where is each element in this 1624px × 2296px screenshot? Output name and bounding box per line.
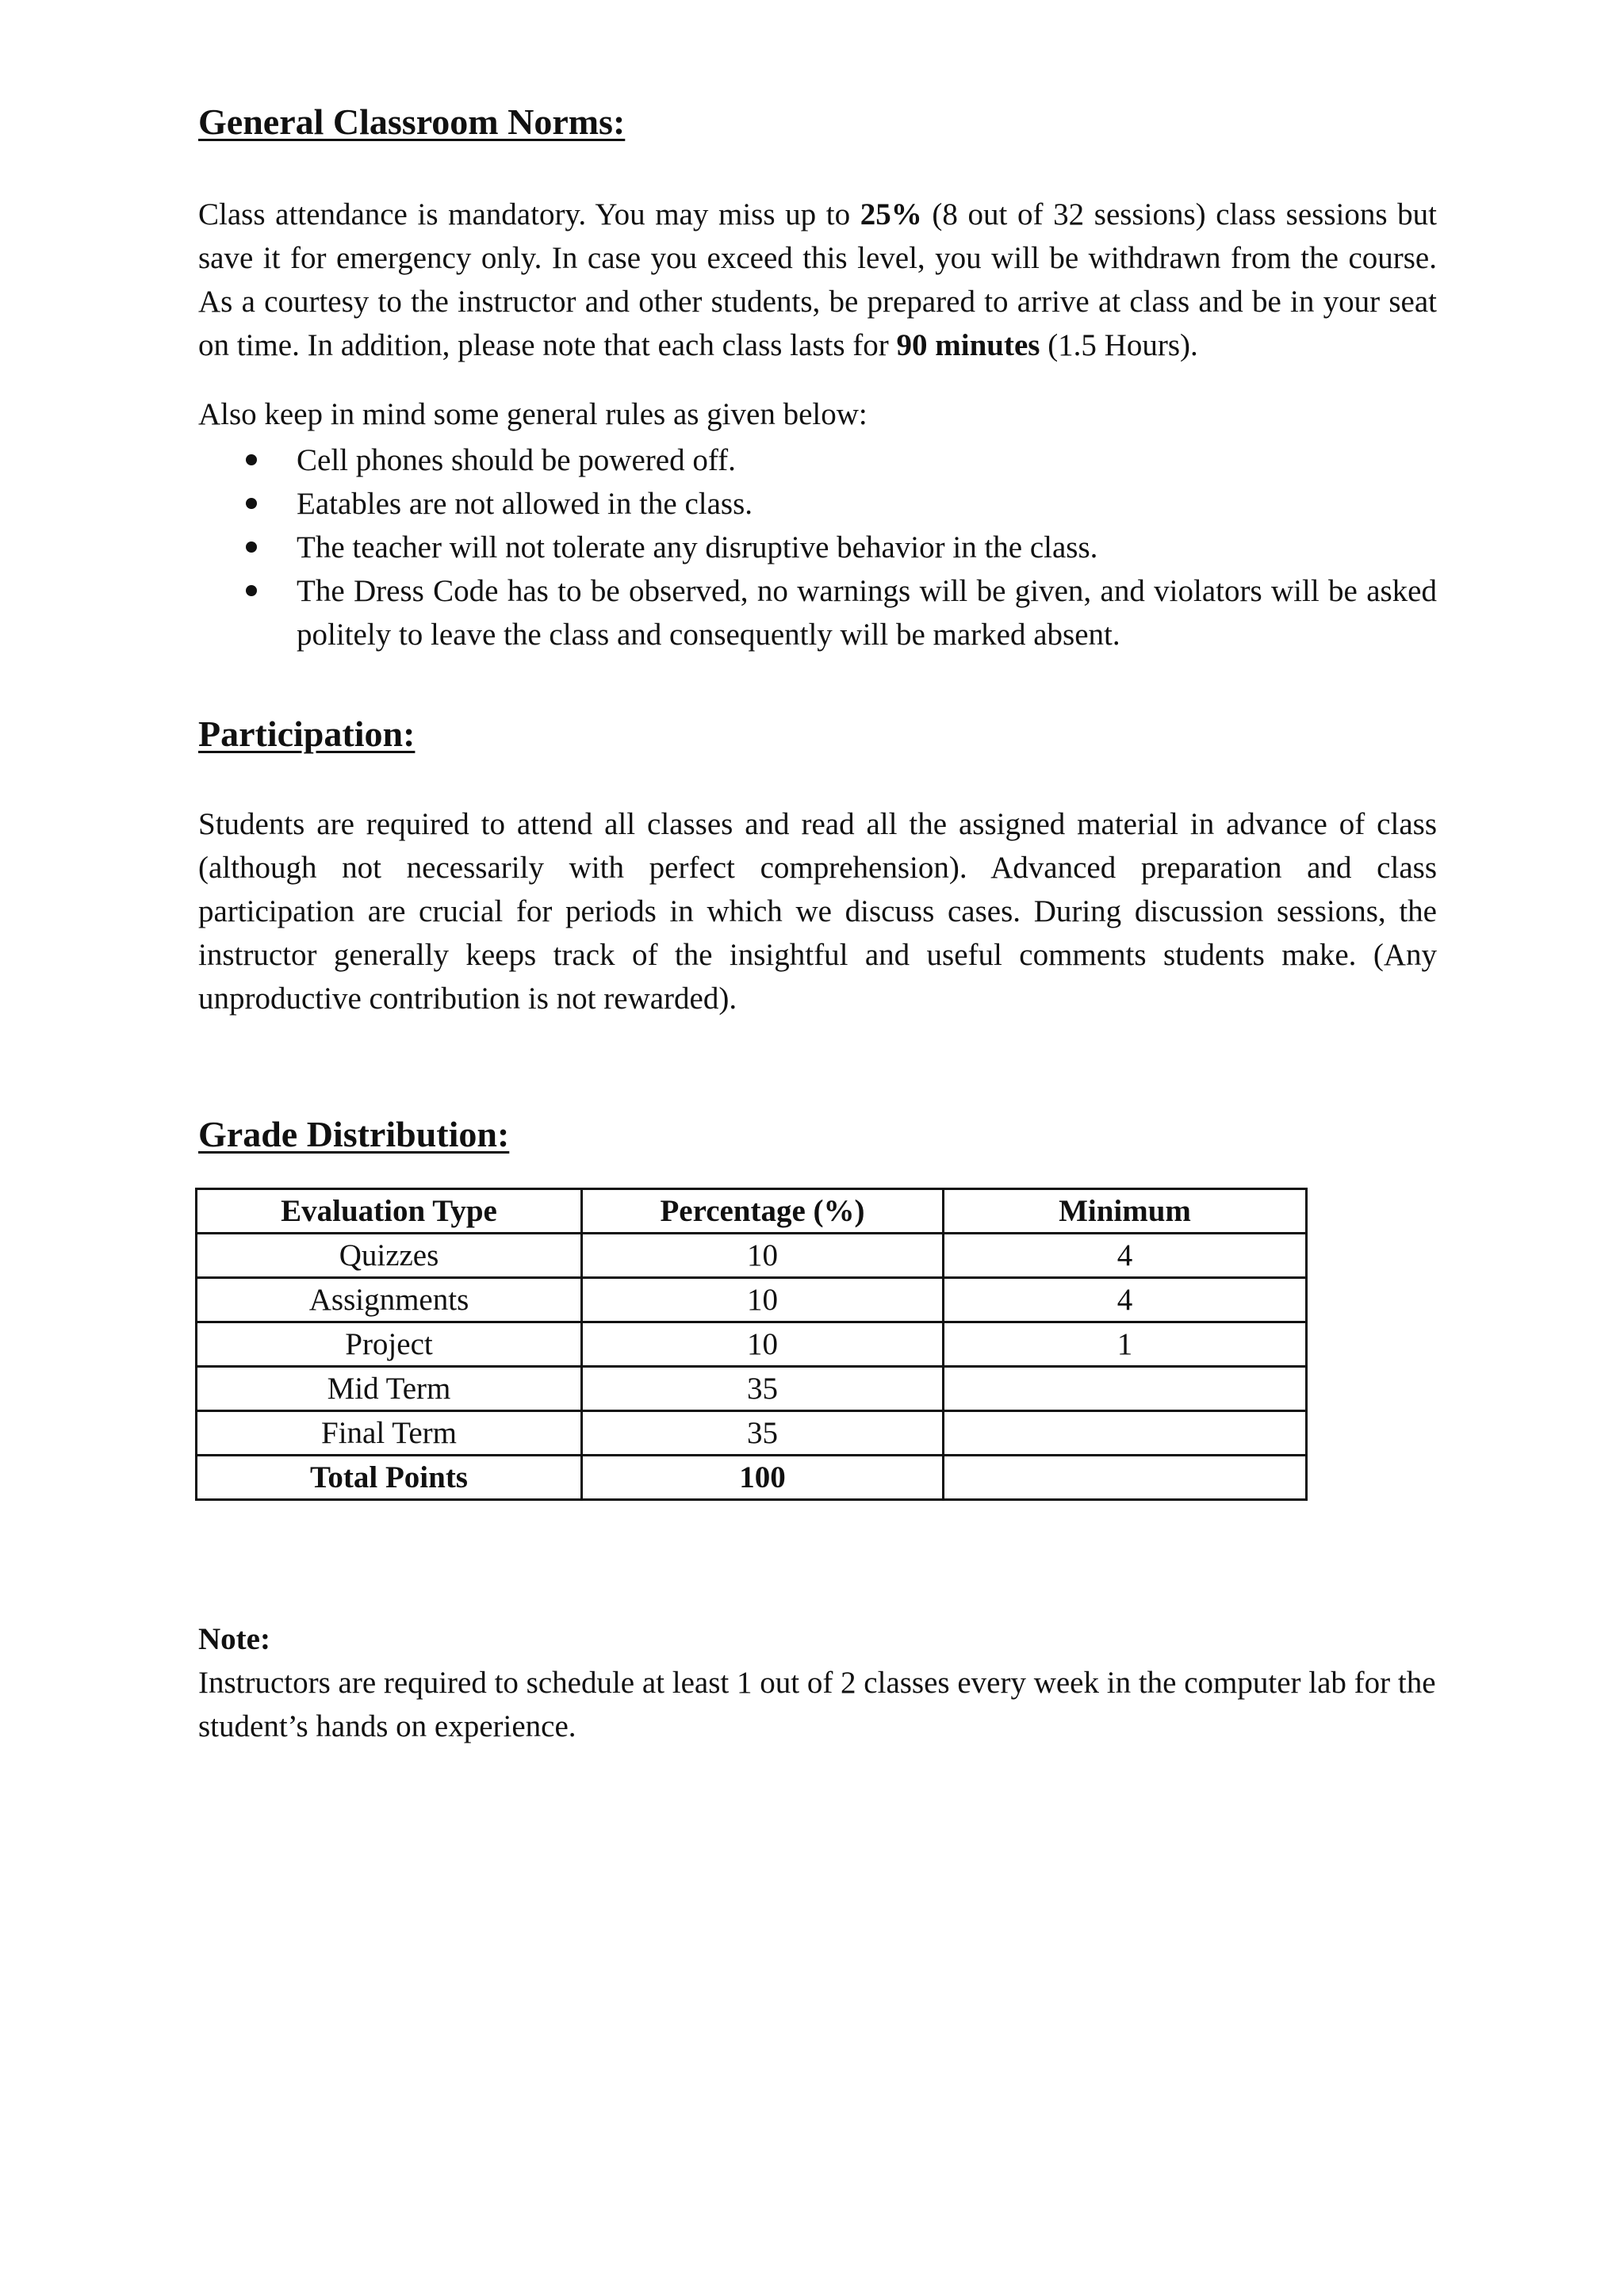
attendance-limit-bold: 25% <box>860 197 922 232</box>
table-cell: 1 <box>944 1322 1307 1367</box>
table-row <box>197 1278 1307 1322</box>
bullet-icon <box>246 541 257 553</box>
list-item <box>198 482 1437 526</box>
class-duration-bold: 90 minutes <box>896 328 1040 362</box>
grade-distribution-table <box>195 1188 1308 1501</box>
total-empty-cell <box>944 1456 1307 1500</box>
table-cell: Final Term <box>197 1411 582 1456</box>
table-cell: 10 <box>581 1322 943 1367</box>
rules-intro: Also keep in mind some general rules as given below: <box>198 397 868 431</box>
rule-text: The teacher will not tolerate any disruptive behavior in the class. <box>297 530 1098 564</box>
attendance-paragraph <box>198 193 1437 367</box>
table-row <box>197 1367 1307 1411</box>
table-cell: 10 <box>581 1234 943 1278</box>
table-row <box>197 1322 1307 1367</box>
table-cell: Assignments <box>197 1278 582 1322</box>
note-title: Note: <box>198 1622 270 1656</box>
rules-list <box>198 438 1437 656</box>
table-header-row <box>197 1189 1307 1234</box>
attendance-text-1: Class attendance is mandatory. You may miss up to <box>198 197 860 232</box>
attendance-text-3: (1.5 Hours). <box>1040 328 1198 362</box>
table-row <box>197 1234 1307 1278</box>
table-cell: 4 <box>944 1278 1307 1322</box>
participation-heading: Participation: <box>198 714 416 754</box>
table-cell: Mid Term <box>197 1367 582 1411</box>
list-item <box>198 526 1437 569</box>
rule-text: Cell phones should be powered off. <box>297 443 736 477</box>
table-cell <box>944 1367 1307 1411</box>
column-header: Minimum <box>944 1189 1307 1234</box>
table-cell: Project <box>197 1322 582 1367</box>
table-total-row <box>197 1456 1307 1500</box>
table-cell: 10 <box>581 1278 943 1322</box>
norms-heading: General Classroom Norms: <box>198 101 626 142</box>
bullet-icon <box>246 585 257 596</box>
total-value-cell: 100 <box>581 1456 943 1500</box>
list-item <box>198 569 1437 656</box>
attendance-text-2: (8 out of 32 sessions) class sessions but save it for emergency only. In case you exceed this level, you will be withdrawn from the course. As a courtesy to the instructor and other students, be prepared to arrive at class and be in your seat on time. In addition, please note that each class lasts for <box>198 197 1438 362</box>
column-header: Percentage (%) <box>581 1189 943 1234</box>
table-cell: 4 <box>944 1234 1307 1278</box>
list-item <box>198 438 1437 482</box>
bullet-icon <box>246 498 257 509</box>
grades-heading: Grade Distribution: <box>198 1114 510 1154</box>
table-cell: Quizzes <box>197 1234 582 1278</box>
column-header: Evaluation Type <box>197 1189 582 1234</box>
bullet-icon <box>246 454 257 465</box>
total-label-cell: Total Points <box>197 1456 582 1500</box>
table-cell <box>944 1411 1307 1456</box>
table-cell: 35 <box>581 1367 943 1411</box>
rule-text: Eatables are not allowed in the class. <box>297 487 753 521</box>
participation-paragraph: Students are required to attend all classes and read all the assigned material in advance of class (although not necessarily with perfect comprehension). Advanced preparation and class participation are crucial for periods in which we discuss cases. During discussion sessions, the instructor generally keeps track of the insightful and useful comments students make. (Any unproductive contribution is not rewarded). <box>198 807 1437 1016</box>
rule-text: The Dress Code has to be observed, no warnings will be given, and violators will be asked politely to leave the class and consequently will be marked absent. <box>297 574 1437 652</box>
note-body: Instructors are required to schedule at least 1 out of 2 classes every week in the computer lab for the student’s hands on experience. <box>198 1666 1436 1743</box>
table-cell: 35 <box>581 1411 943 1456</box>
table-row <box>197 1411 1307 1456</box>
